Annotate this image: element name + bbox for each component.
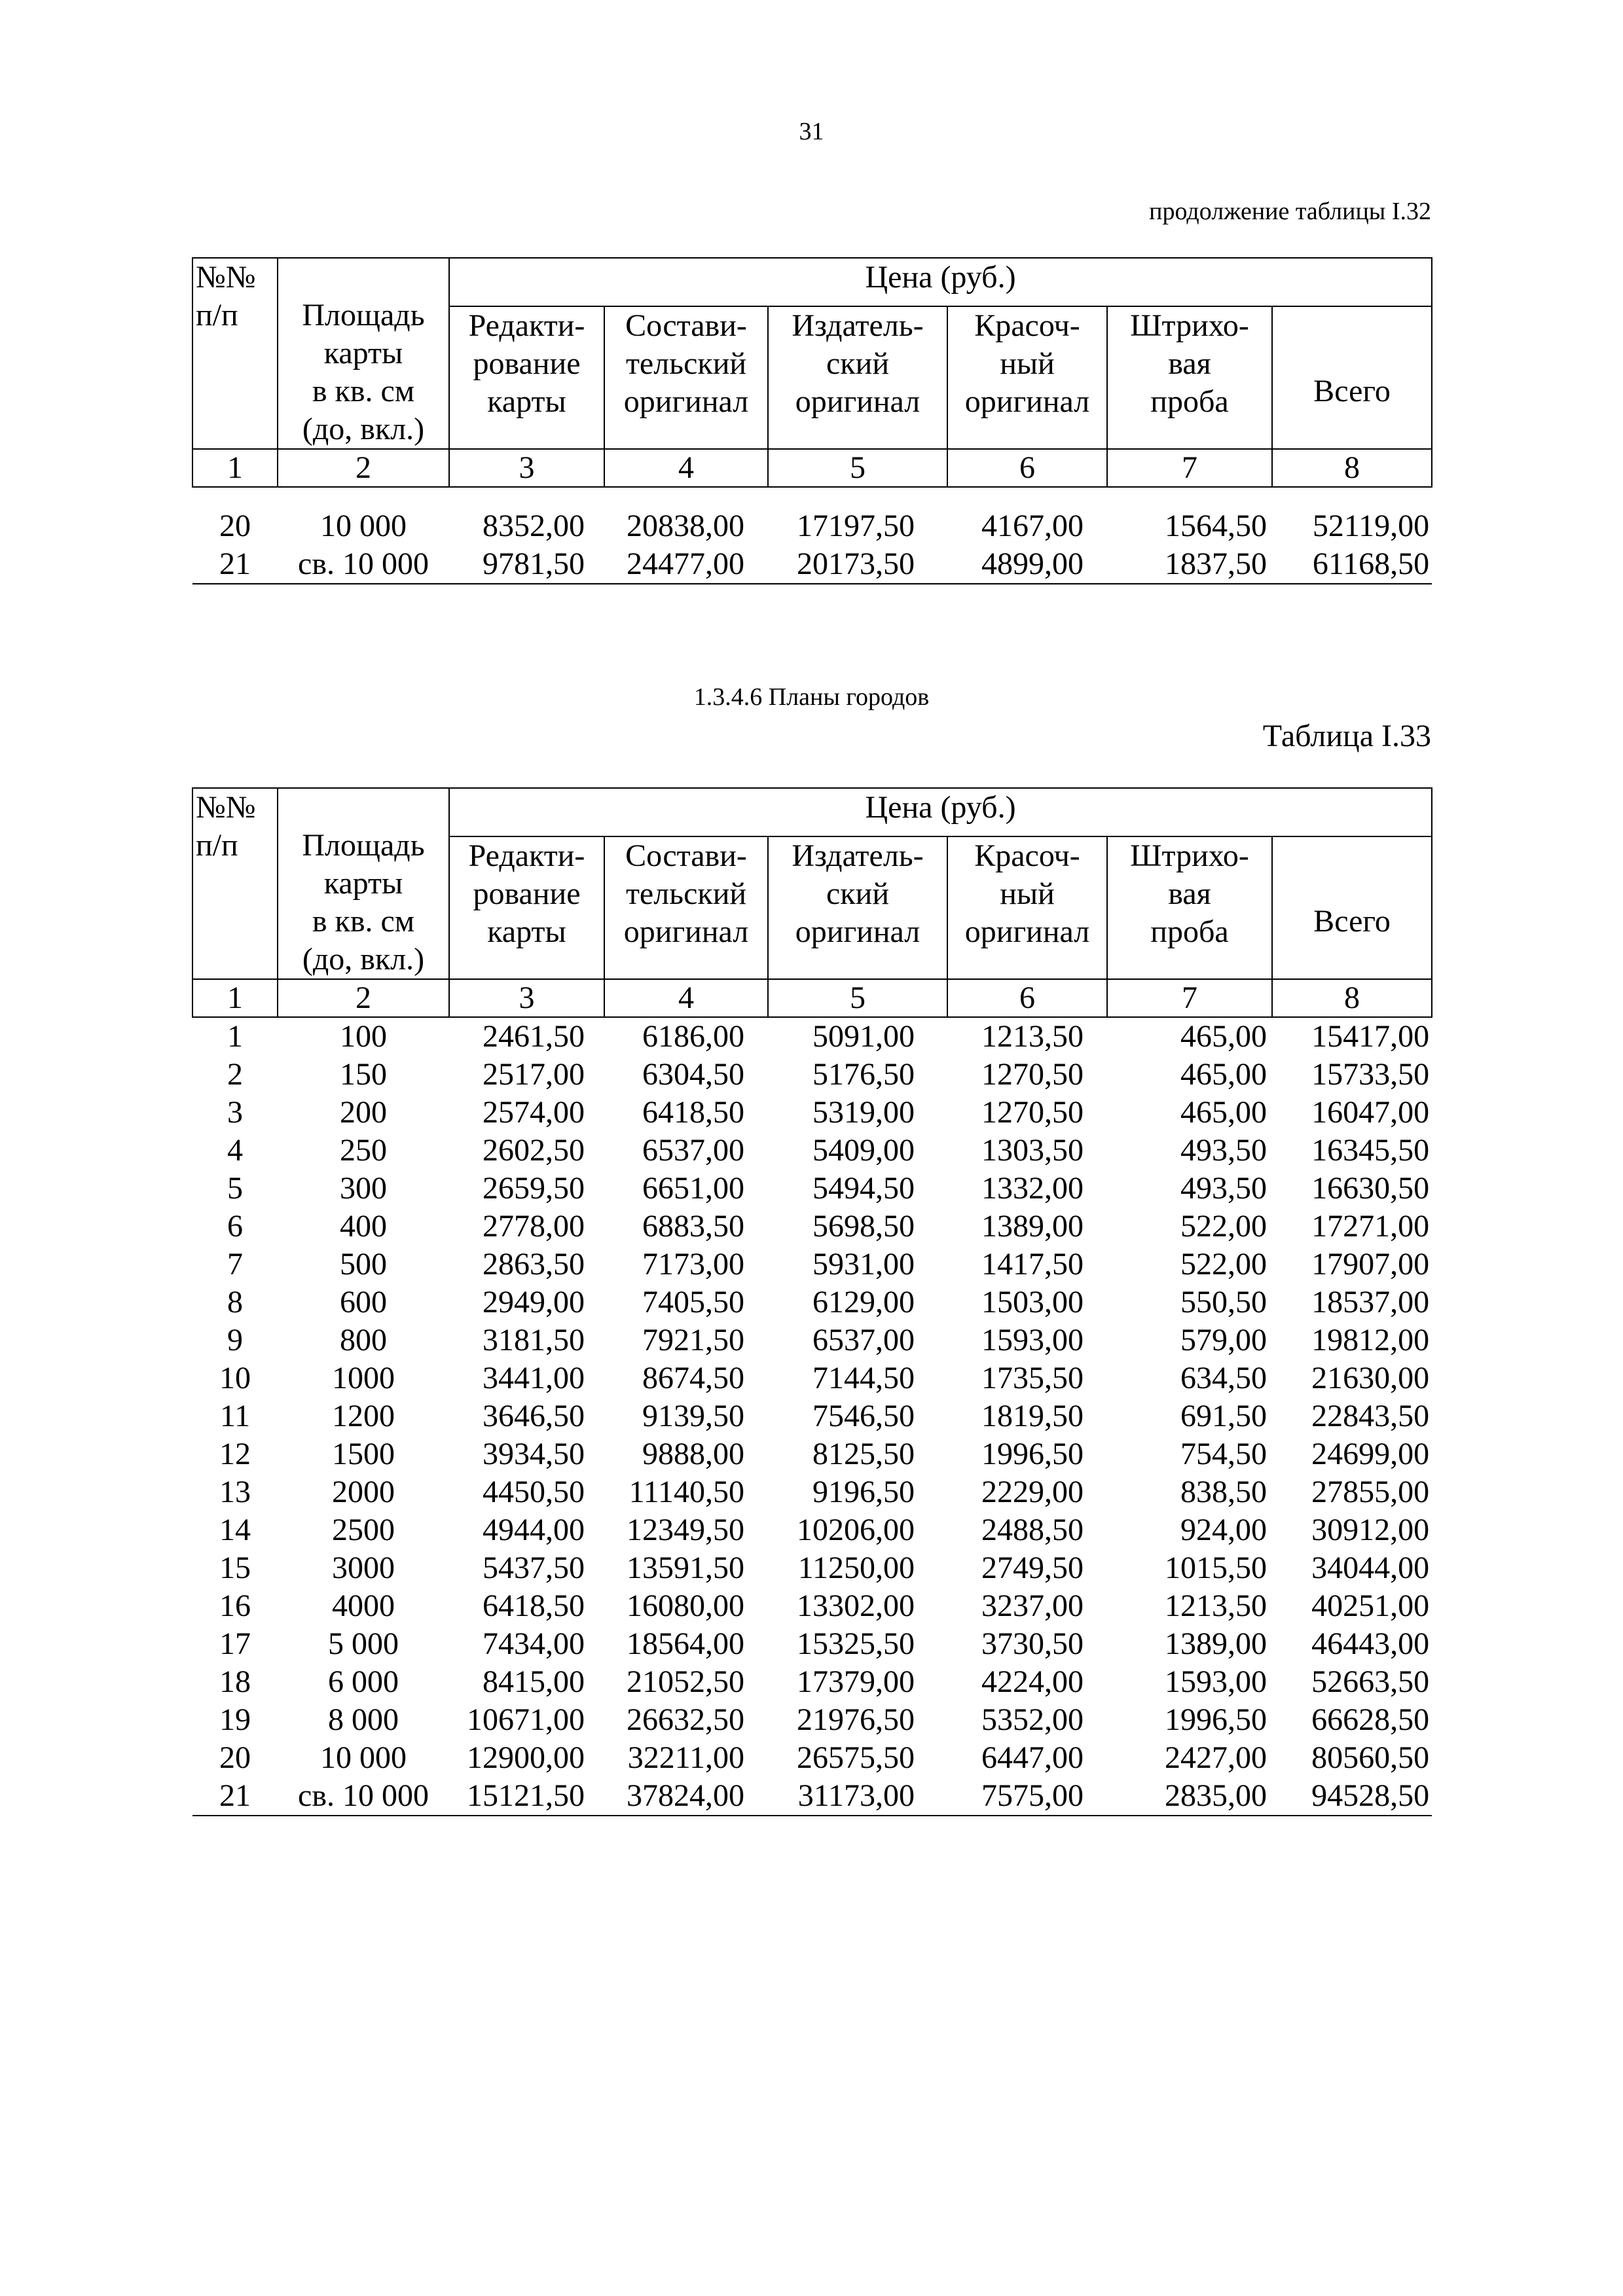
- header-text-line: вая: [1168, 876, 1211, 912]
- column-number: 6: [947, 979, 1107, 1017]
- table-row: [192, 1549, 1432, 1587]
- column-number: 2: [278, 449, 449, 487]
- table-cell: 15: [219, 1551, 251, 1585]
- table-cell: 52119,00: [1312, 509, 1430, 543]
- table-cell: 600: [340, 1285, 387, 1319]
- table-row: [192, 1511, 1432, 1549]
- table-cell: 6418,50: [642, 1095, 744, 1130]
- table-cell: 27855,00: [1311, 1475, 1430, 1509]
- table-cell: 26632,50: [627, 1702, 744, 1737]
- table-cell: 52663,50: [1311, 1664, 1430, 1699]
- table-row: [192, 507, 1432, 545]
- table-cell: 10671,00: [467, 1702, 585, 1737]
- table-cell: 17271,00: [1311, 1209, 1430, 1244]
- table-cell: 1417,50: [981, 1247, 1084, 1282]
- table-cell: 1303,50: [981, 1133, 1084, 1168]
- header-text-line: №№: [196, 260, 256, 295]
- column-number: 7: [1107, 449, 1272, 487]
- table-header: [192, 788, 1432, 1017]
- table-cell: 5176,50: [812, 1057, 915, 1092]
- table-cell: 1996,50: [1165, 1702, 1267, 1737]
- table-cell: 18537,00: [1311, 1285, 1430, 1319]
- header-text-line: Состави-: [625, 308, 747, 344]
- table-row: [192, 1056, 1432, 1094]
- header-text-line: Состави-: [625, 838, 747, 874]
- table-cell: 838,50: [1180, 1475, 1267, 1509]
- table-cell: 16: [219, 1588, 251, 1623]
- header-text-line: Площадь: [302, 828, 425, 863]
- header-text-line: тельский: [625, 876, 747, 912]
- table-cell: 20: [219, 1740, 251, 1775]
- table-cell: 10 000: [320, 509, 407, 543]
- header-text-line: Штрихо-: [1130, 308, 1249, 344]
- table-cell: 4224,00: [981, 1664, 1084, 1699]
- table-cell: 14: [219, 1513, 251, 1547]
- table-cell: 24699,00: [1311, 1437, 1430, 1471]
- header-text-line: оригинал: [623, 914, 749, 950]
- table-cell: 5352,00: [981, 1702, 1084, 1737]
- header-text-line: оригинал: [795, 914, 921, 950]
- table-cell: 3237,00: [981, 1588, 1084, 1623]
- table-cell: св. 10 000: [278, 1777, 449, 1816]
- table-cell: 2749,50: [981, 1551, 1084, 1585]
- table-cell: 8674,50: [642, 1361, 744, 1395]
- table-cell: 8125,50: [812, 1437, 915, 1471]
- table-cell: 1: [227, 1019, 243, 1054]
- header-editing: [449, 306, 604, 449]
- header-text-line: в кв. см: [312, 904, 415, 939]
- header-color: [947, 306, 1107, 449]
- table-body: [192, 1017, 1432, 1816]
- header-text-line: рование: [473, 876, 581, 912]
- table-i32-continuation: [192, 257, 1432, 584]
- table-cell: 26575,50: [797, 1740, 915, 1775]
- table-cell: 522,00: [1180, 1209, 1267, 1244]
- table-row: [192, 1701, 1432, 1739]
- table-body: [192, 487, 1432, 584]
- table-cell: 16080,00: [627, 1588, 744, 1623]
- table-cell: 34044,00: [1311, 1551, 1430, 1585]
- table-cell: 5409,00: [812, 1133, 915, 1168]
- table-cell: 7434,00: [483, 1626, 585, 1661]
- table-cell: 400: [340, 1209, 387, 1244]
- table-cell: 1837,50: [1107, 545, 1272, 584]
- table-cell: 1270,50: [981, 1095, 1084, 1130]
- header-text-line: оригинал: [964, 384, 1090, 420]
- column-number: 4: [604, 449, 768, 487]
- table-cell: 6129,00: [812, 1285, 915, 1319]
- table-cell: 15417,00: [1311, 1019, 1430, 1054]
- table-cell: 20: [219, 509, 251, 543]
- table-cell: 5 000: [328, 1626, 399, 1661]
- table-cell: 1213,50: [1165, 1588, 1267, 1623]
- header-text-line: тельский: [625, 346, 747, 382]
- spacer-row: [192, 487, 1432, 507]
- table-cell: 4450,50: [483, 1475, 585, 1509]
- table-cell: 21: [192, 1777, 278, 1816]
- table-cell: 9139,50: [642, 1399, 744, 1433]
- header-price: Цена (руб.): [449, 788, 1432, 836]
- column-number: 5: [768, 449, 947, 487]
- header-text-line: проба: [1150, 914, 1229, 950]
- table-cell: 5319,00: [812, 1095, 915, 1130]
- table-cell: 21630,00: [1311, 1361, 1430, 1395]
- table-cell: 8: [227, 1285, 243, 1319]
- table-cell: 80560,50: [1311, 1740, 1430, 1775]
- table-cell: 2863,50: [483, 1247, 585, 1282]
- table-cell: 13302,00: [797, 1588, 915, 1623]
- table-cell: 6304,50: [642, 1057, 744, 1092]
- table-cell: 493,50: [1180, 1171, 1267, 1206]
- table-row: [192, 1435, 1432, 1473]
- table-cell: 94528,50: [1272, 1777, 1432, 1816]
- table-cell: 465,00: [1180, 1095, 1267, 1130]
- table-row: [192, 1132, 1432, 1170]
- table-cell: 7144,50: [812, 1361, 915, 1395]
- table-cell: 1564,50: [1165, 509, 1267, 543]
- table-cell: 66628,50: [1311, 1702, 1430, 1737]
- table-cell: 579,00: [1180, 1323, 1267, 1357]
- header-text-line: №№: [196, 790, 256, 825]
- table-cell: 17: [219, 1626, 251, 1661]
- table-row: [192, 1017, 1432, 1056]
- table-cell: 19: [219, 1702, 251, 1737]
- table-cell: 30912,00: [1311, 1513, 1430, 1547]
- table-cell: 3000: [332, 1551, 395, 1585]
- table-row: [192, 1663, 1432, 1701]
- table-cell: 1015,50: [1165, 1551, 1267, 1585]
- table-cell: 8352,00: [483, 509, 585, 543]
- table-cell: 3181,50: [483, 1323, 585, 1357]
- table-cell: 2229,00: [981, 1475, 1084, 1509]
- column-number: 2: [278, 979, 449, 1017]
- table-cell: 4167,00: [981, 509, 1084, 543]
- table-cell: 8415,00: [483, 1664, 585, 1699]
- table-cell: 1200: [332, 1399, 395, 1433]
- table-cell: 3934,50: [483, 1437, 585, 1471]
- header-text-line: ский: [826, 346, 889, 382]
- table-cell: 2949,00: [483, 1285, 585, 1319]
- table-cell: 12: [219, 1437, 251, 1471]
- table-cell: 6 000: [328, 1664, 399, 1699]
- header-total: Всего: [1272, 836, 1432, 979]
- header-nn: [192, 258, 278, 449]
- table-cell: 1819,50: [981, 1399, 1084, 1433]
- table-cell: 754,50: [1180, 1437, 1267, 1471]
- header-text-line: Издатель-: [792, 838, 924, 874]
- table-cell: 15121,50: [449, 1777, 604, 1816]
- table-row: [192, 1283, 1432, 1321]
- table-row: [192, 1625, 1432, 1663]
- table-cell: 21976,50: [797, 1702, 915, 1737]
- table-cell: 1593,00: [981, 1323, 1084, 1357]
- table-cell: 493,50: [1180, 1133, 1267, 1168]
- table-cell: св. 10 000: [278, 545, 449, 584]
- table-cell: 18564,00: [627, 1626, 744, 1661]
- table-cell: 12900,00: [467, 1740, 585, 1775]
- table-header: [192, 258, 1432, 487]
- table-cell: 5494,50: [812, 1171, 915, 1206]
- table-cell: 465,00: [1180, 1019, 1267, 1054]
- table-cell: 8 000: [328, 1702, 399, 1737]
- table-row: [192, 1739, 1432, 1777]
- table-cell: 12349,50: [627, 1513, 744, 1547]
- table-cell: 100: [340, 1019, 387, 1054]
- table-row: [192, 545, 1432, 584]
- header-total: Всего: [1272, 306, 1432, 449]
- header-text-line: карты: [323, 866, 403, 901]
- table-row: [192, 1170, 1432, 1208]
- column-number: 8: [1272, 449, 1432, 487]
- table-cell: 150: [340, 1057, 387, 1092]
- table-cell: 17379,00: [797, 1664, 915, 1699]
- table-cell: 2500: [332, 1513, 395, 1547]
- table-row: [192, 1777, 1432, 1816]
- table-cell: 15733,50: [1311, 1057, 1430, 1092]
- table-cell: 5698,50: [812, 1209, 915, 1244]
- header-compiler: [604, 306, 768, 449]
- table-cell: 1389,00: [1165, 1626, 1267, 1661]
- table-cell: 5931,00: [812, 1247, 915, 1282]
- table-cell: 5: [227, 1171, 243, 1206]
- table-cell: 1213,50: [981, 1019, 1084, 1054]
- column-number: 5: [768, 979, 947, 1017]
- table-cell: 200: [340, 1095, 387, 1130]
- table-cell: 2574,00: [483, 1095, 585, 1130]
- table-row: [192, 1473, 1432, 1511]
- table-cell: 19812,00: [1311, 1323, 1430, 1357]
- header-text-line: Красоч-: [974, 838, 1080, 874]
- header-text-line: оригинал: [964, 914, 1090, 950]
- table-cell: 6186,00: [642, 1019, 744, 1054]
- table-cell: 250: [340, 1133, 387, 1168]
- table-cell: 61168,50: [1272, 545, 1432, 584]
- table-cell: 2659,50: [483, 1171, 585, 1206]
- table-row: [192, 1359, 1432, 1397]
- table-row: [192, 1397, 1432, 1435]
- header-text-line: карты: [487, 914, 566, 950]
- continuation-label: продолжение таблицы I.32: [1149, 198, 1431, 225]
- table-cell: 17907,00: [1311, 1247, 1430, 1282]
- table-cell: 7405,50: [642, 1285, 744, 1319]
- table-cell: 3: [227, 1095, 243, 1130]
- table-cell: 3646,50: [483, 1399, 585, 1433]
- column-numbers-row: [192, 449, 1432, 487]
- table-cell: 2602,50: [483, 1133, 585, 1168]
- header-text-line: п/п: [196, 298, 238, 332]
- table-cell: 11140,50: [629, 1475, 744, 1509]
- table-cell: 10 000: [320, 1740, 407, 1775]
- header-text-line: Редакти-: [468, 838, 585, 874]
- header-text-line: (до, вкл.): [302, 412, 425, 446]
- table-cell: 11250,00: [797, 1551, 915, 1585]
- table-cell: 1735,50: [981, 1361, 1084, 1395]
- table-cell: 1593,00: [1165, 1664, 1267, 1699]
- table-cell: 522,00: [1180, 1247, 1267, 1282]
- table-cell: 634,50: [1180, 1361, 1267, 1395]
- table-cell: 1332,00: [981, 1171, 1084, 1206]
- table-cell: 40251,00: [1311, 1588, 1430, 1623]
- table-row: [192, 1587, 1432, 1625]
- table-cell: 10: [219, 1361, 251, 1395]
- table-cell: 20173,50: [768, 545, 947, 584]
- table-cell: 6537,00: [812, 1323, 915, 1357]
- table-cell: 800: [340, 1323, 387, 1357]
- header-text-line: рование: [473, 346, 581, 382]
- header-publisher: [768, 836, 947, 979]
- column-number: 4: [604, 979, 768, 1017]
- table-cell: 1389,00: [981, 1209, 1084, 1244]
- table-cell: 15325,50: [797, 1626, 915, 1661]
- table-row: [192, 1321, 1432, 1359]
- table-cell: 6537,00: [642, 1133, 744, 1168]
- header-text-line: Редакти-: [468, 308, 585, 344]
- table-cell: 2835,00: [1107, 1777, 1272, 1816]
- header-proof: [1107, 306, 1272, 449]
- header-text-line: Площадь: [302, 298, 425, 332]
- table-cell: 32211,00: [627, 1740, 744, 1775]
- header-text-line: проба: [1150, 384, 1229, 420]
- table-cell: 6651,00: [642, 1171, 744, 1206]
- table-cell: 2: [227, 1057, 243, 1092]
- table-cell: 22843,50: [1311, 1399, 1430, 1433]
- column-number: 7: [1107, 979, 1272, 1017]
- table-i33: [192, 787, 1432, 1816]
- table-row: [192, 1246, 1432, 1283]
- table-cell: 1500: [332, 1437, 395, 1471]
- table-cell: 5437,50: [483, 1551, 585, 1585]
- column-number: 1: [192, 979, 278, 1017]
- table-cell: 6447,00: [981, 1740, 1084, 1775]
- section-title: 1.3.4.6 Планы городов: [693, 683, 930, 711]
- table-cell: 300: [340, 1171, 387, 1206]
- header-area: [278, 258, 449, 449]
- table-cell: 7921,50: [642, 1323, 744, 1357]
- page-number: 31: [799, 118, 824, 145]
- column-numbers-row: [192, 979, 1432, 1017]
- table-cell: 6883,50: [642, 1209, 744, 1244]
- header-text-line: оригинал: [623, 384, 749, 420]
- table-cell: 1996,50: [981, 1437, 1084, 1471]
- header-text-line: карты: [487, 384, 566, 420]
- column-number: 3: [449, 979, 604, 1017]
- table-cell: 20838,00: [627, 509, 744, 543]
- header-text-line: ский: [826, 876, 889, 912]
- table-cell: 2517,00: [483, 1057, 585, 1092]
- header-text-line: ный: [1000, 876, 1055, 912]
- table-cell: 1000: [332, 1361, 395, 1395]
- header-text-line: п/п: [196, 828, 238, 863]
- table-cell: 2427,00: [1165, 1740, 1267, 1775]
- table-cell: 691,50: [1180, 1399, 1267, 1433]
- header-text-line: Красоч-: [974, 308, 1080, 344]
- header-text-line: Штрихо-: [1130, 838, 1249, 874]
- header-price: Цена (руб.): [449, 258, 1432, 306]
- table-cell: 5091,00: [812, 1019, 915, 1054]
- table-cell: 24477,00: [604, 545, 768, 584]
- table-cell: 3441,00: [483, 1361, 585, 1395]
- table-cell: 2488,50: [981, 1513, 1084, 1547]
- table-cell: 9781,50: [449, 545, 604, 584]
- table-cell: 7546,50: [812, 1399, 915, 1433]
- table-cell: 4944,00: [483, 1513, 585, 1547]
- table-cell: 4899,00: [947, 545, 1107, 584]
- table-cell: 18: [219, 1664, 251, 1699]
- table-label: Таблица I.33: [1262, 719, 1431, 753]
- header-proof: [1107, 836, 1272, 979]
- table-cell: 500: [340, 1247, 387, 1282]
- table-cell: 2778,00: [483, 1209, 585, 1244]
- table-cell: 7575,00: [947, 1777, 1107, 1816]
- table-row: [192, 1094, 1432, 1132]
- table-cell: 2461,50: [483, 1019, 585, 1054]
- table-cell: 924,00: [1180, 1513, 1267, 1547]
- table-cell: 6418,50: [483, 1588, 585, 1623]
- header-publisher: [768, 306, 947, 449]
- header-editing: [449, 836, 604, 979]
- column-number: 3: [449, 449, 604, 487]
- table-cell: 1270,50: [981, 1057, 1084, 1092]
- header-nn: [192, 788, 278, 979]
- table-cell: 16345,50: [1311, 1133, 1430, 1168]
- column-number: 6: [947, 449, 1107, 487]
- table-cell: 6: [227, 1209, 243, 1244]
- header-area: [278, 788, 449, 979]
- table-cell: 21: [192, 545, 278, 584]
- header-text-line: (до, вкл.): [302, 942, 425, 977]
- table-cell: 9196,50: [812, 1475, 915, 1509]
- table-cell: 46443,00: [1311, 1626, 1430, 1661]
- column-number: 1: [192, 449, 278, 487]
- header-text-line: карты: [323, 336, 403, 370]
- header-text-line: в кв. см: [312, 374, 415, 408]
- table-cell: 17197,50: [797, 509, 915, 543]
- table-cell: 11: [219, 1399, 251, 1433]
- table-cell: 13591,50: [627, 1551, 744, 1585]
- table-cell: 9888,00: [642, 1437, 744, 1471]
- header-color: [947, 836, 1107, 979]
- table-cell: 31173,00: [768, 1777, 947, 1816]
- column-number: 8: [1272, 979, 1432, 1017]
- header-compiler: [604, 836, 768, 979]
- table-cell: 550,50: [1180, 1285, 1267, 1319]
- table-cell: 16630,50: [1311, 1171, 1430, 1206]
- table-cell: 37824,00: [604, 1777, 768, 1816]
- table-cell: 7173,00: [642, 1247, 744, 1282]
- table-cell: 13: [219, 1475, 251, 1509]
- table-cell: 1503,00: [981, 1285, 1084, 1319]
- table-cell: 3730,50: [981, 1626, 1084, 1661]
- table-cell: 4000: [332, 1588, 395, 1623]
- table-cell: 7: [227, 1247, 243, 1282]
- table-cell: 16047,00: [1311, 1095, 1430, 1130]
- header-text-line: оригинал: [795, 384, 921, 420]
- table-row: [192, 1208, 1432, 1246]
- table-cell: 465,00: [1180, 1057, 1267, 1092]
- table-cell: 9: [227, 1323, 243, 1357]
- header-text-line: ный: [1000, 346, 1055, 382]
- header-text-line: Издатель-: [792, 308, 924, 344]
- table-cell: 2000: [332, 1475, 395, 1509]
- table-cell: 4: [227, 1133, 243, 1168]
- header-text-line: вая: [1168, 346, 1211, 382]
- table-cell: 10206,00: [797, 1513, 915, 1547]
- table-cell: 21052,50: [627, 1664, 744, 1699]
